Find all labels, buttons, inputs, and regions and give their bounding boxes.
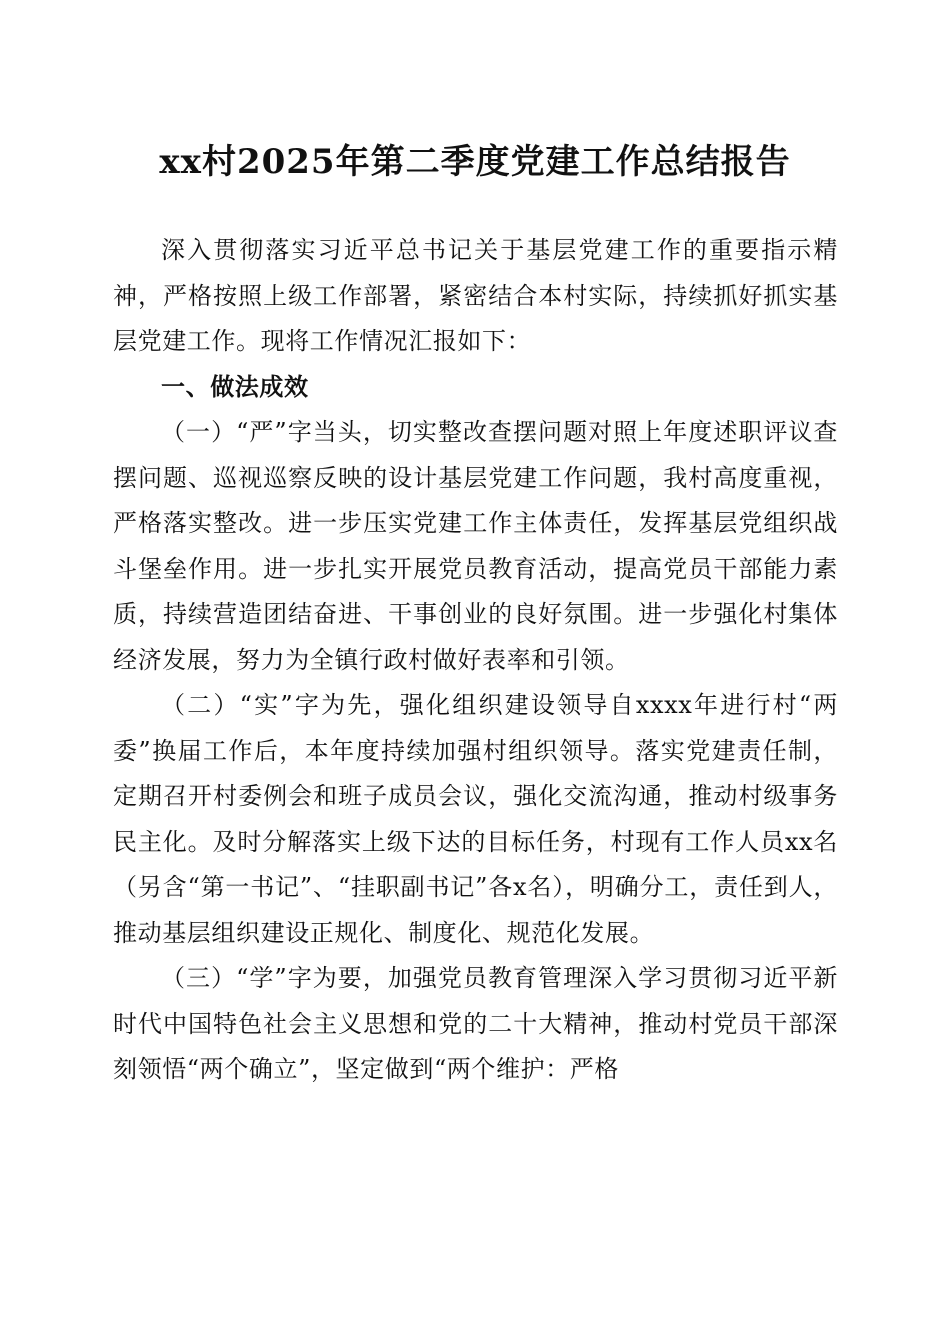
section-heading-practices: 一、做法成效 xyxy=(161,372,309,401)
document-body xyxy=(113,228,838,1093)
intro-paragraph: 深入贯彻落实习近平总书记关于基层党建工作的重要指示精神，严格按照上级工作部署，紧密结合本村实际，持续抓好抓实基层党建工作。现将工作情况汇报如下： xyxy=(113,236,838,355)
document-title: xx村2025年第二季度党建工作总结报告 xyxy=(159,142,791,182)
paragraph-study: （三）“学”字为要，加强党员教育管理深入学习贯彻习近平新时代中国特色社会主义思想和党的二十大精神，推动村党员干部深刻领悟“两个确立”，坚定做到“两个维护：严格 xyxy=(113,964,838,1083)
paragraph-strict: （一）“严”字当头，切实整改查摆问题对照上年度述职评议查摆问题、巡视巡察反映的设计基层党建工作问题，我村高度重视，严格落实整改。进一步压实党建工作主体责任，发挥基层党组织战斗堡垒作用。进一步扎实开展党员教育活动，提高党员干部能力素质，持续营造团结奋进、干事创业的良好氛围。进一步强化村集体经济发展，努力为全镇行政村做好表率和引领。 xyxy=(113,418,838,674)
paragraph-practical: （二）“实”字为先，强化组织建设领导自xxxx年进行村“两委”换届工作后，本年度持续加强村组织领导。落实党建责任制，定期召开村委例会和班子成员会议，强化交流沟通，推动村级事务民主化。及时分解落实上级下达的目标任务，村现有工作人员xx名（另含“第一书记”、“挂职副书记”各x名），明确分工，责任到人，推动基层组织建设正规化、制度化、规范化发展。 xyxy=(113,691,838,947)
